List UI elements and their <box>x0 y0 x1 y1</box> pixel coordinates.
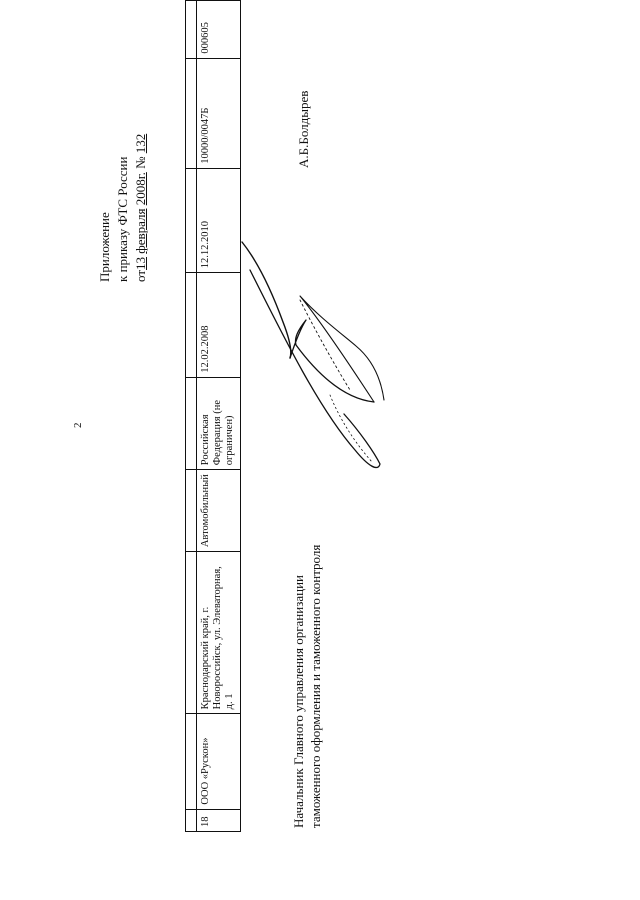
registry-table <box>185 0 241 832</box>
position-line-2: таможенного оформления и таможенного контроля <box>308 544 323 828</box>
certificate-code: 000605 <box>197 1 241 59</box>
position-line-1: Начальник Главного управления организации <box>291 575 306 828</box>
organization-name: ООО «Рускон» <box>197 714 241 809</box>
order-day: 13 <box>133 256 148 270</box>
transport-type: Автомобильный <box>197 470 241 552</box>
appendix-order-date: от13 февраля 2008г. № 132 <box>133 133 148 282</box>
table-row <box>197 1 241 832</box>
order-number: 132 <box>133 133 148 154</box>
table-top-strip <box>186 1 197 832</box>
page-number: 2 <box>72 422 84 428</box>
signatory-position <box>290 545 324 828</box>
row-number: 18 <box>197 809 241 831</box>
appendix-order-ref: к приказу ФТС России <box>115 156 130 282</box>
order-month: февраля <box>133 208 148 254</box>
date-from: 12.02.2008 <box>197 273 241 377</box>
order-year: 2008г. <box>133 172 148 206</box>
registration-number: 10000/0047Б <box>197 58 241 168</box>
appendix-header <box>96 134 150 282</box>
date-to: 12.12.2010 <box>197 168 241 272</box>
territory: Российская Федерация (не ограничен) <box>197 377 241 470</box>
signer-name: А.Б.Болдырев <box>296 90 311 168</box>
organization-address: Краснодарский край, г. Новороссийск, ул. Элеваторная, д. 1 <box>197 552 241 714</box>
appendix-title: Приложение <box>97 212 112 282</box>
